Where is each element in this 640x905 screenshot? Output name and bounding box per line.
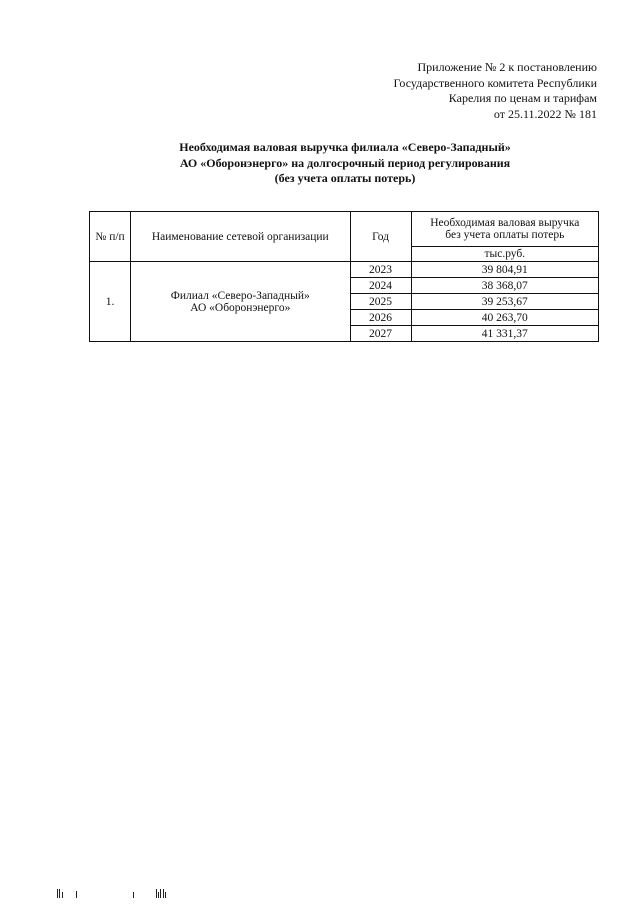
barcode-mark [158,892,159,898]
revenue-cell: 39 804,91 [411,262,598,278]
barcode-mark [160,889,161,898]
year-cell: 2023 [350,262,411,278]
barcode-mark [57,889,58,898]
title-line: АО «Оборонэнерго» на долгосрочный период регулирования [179,155,511,170]
row-number: 1. [90,262,131,342]
appendix-line: Приложение № 2 к постановлению [417,60,597,74]
revenue-table [89,211,599,342]
barcode-mark [165,892,166,898]
header-number: № п/п [90,212,131,262]
revenue-cell: 41 331,37 [411,326,598,342]
appendix-line: Государственного комитета Республики [393,75,597,90]
header-revenue-line: Необходимая валовая выручка [430,217,580,229]
header-revenue [411,212,598,247]
barcode-mark [156,889,157,898]
barcode-mark [62,892,63,898]
row-organization [131,262,350,342]
year-cell: 2025 [350,294,411,310]
year-cell: 2027 [350,326,411,342]
document-title [90,140,600,187]
title-line: (без учета оплаты потерь) [274,171,416,185]
year-cell: 2024 [350,278,411,294]
scan-barcode-marks [0,889,640,901]
year-cell: 2026 [350,310,411,326]
revenue-cell: 39 253,67 [411,294,598,310]
header-organization: Наименование сетевой организации [131,212,350,262]
organization-line: Филиал «Северо-Западный» [170,289,310,302]
header-unit: тыс.руб. [411,247,598,262]
appendix-line: от 25.11.2022 № 181 [493,106,597,121]
barcode-mark [163,889,164,898]
barcode-mark [76,891,77,898]
revenue-cell: 40 263,70 [411,310,598,326]
appendix-line: Карелия по ценам и тарифам [448,91,597,105]
title-line: Необходимая валовая выручка филиала «Северо-Западный» [179,140,511,154]
table-header-row [90,212,599,247]
header-revenue-line: без учета оплаты потерь [445,229,565,241]
appendix-reference [337,60,597,122]
organization-line: АО «Оборонэнерго» [190,301,291,314]
barcode-mark [59,889,60,898]
table-row [90,262,599,278]
barcode-mark [133,892,134,898]
revenue-cell: 38 368,07 [411,278,598,294]
header-year: Год [350,212,411,262]
